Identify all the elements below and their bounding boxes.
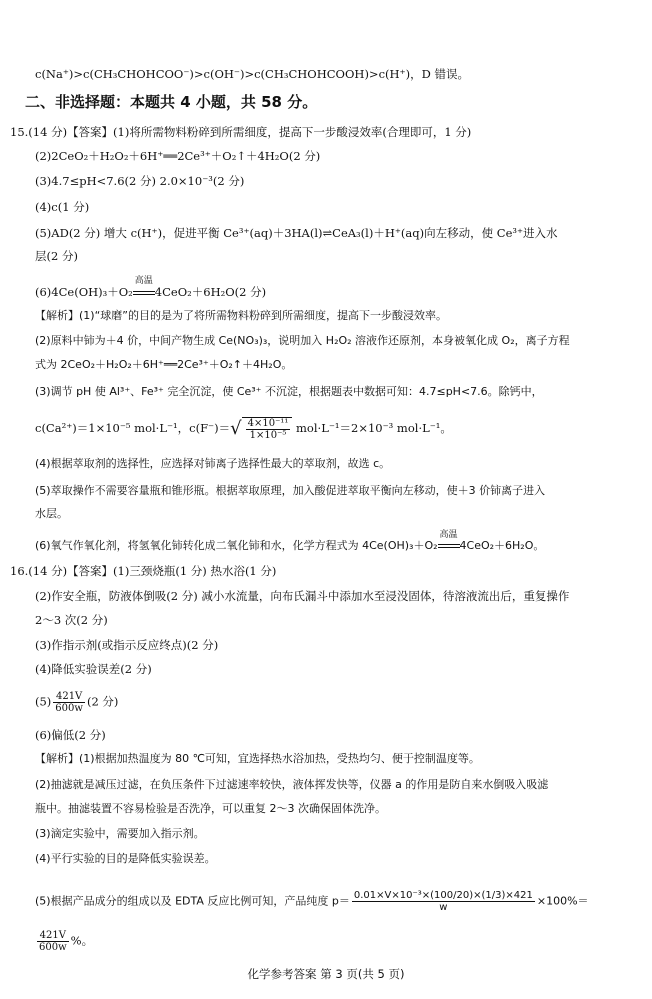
calc-prefix: c(Ca²⁺)＝1×10⁻⁵ mol·L⁻¹，c(F⁻)＝ (35, 421, 231, 435)
q15-answer-3: (3)4.7≤pH<7.6(2 分) 2.0×10⁻³(2 分) (35, 174, 245, 188)
q16-answer-2b: 2～3 次(2 分) (35, 613, 108, 627)
page-footer: 化学参考答案 第 3 页(共 5 页) (247, 967, 405, 981)
q16-analysis-5: (5)根据产品成分的组成以及 EDTA 反应比例可知，产品纯度 p＝ $\frac{\text{0.01×V×10⁻³×(100/20)×(1/3)×421}}{w}$ ×100%＝ (35, 890, 589, 913)
q15-analysis-5a: (5)萃取操作不需要容量瓶和锥形瓶。根据萃取原理，加入酸促进萃取平衡向左移动，使＋3 价铈离子进入 (35, 484, 546, 497)
q16-answer-3: (3)作指示剂(或指示反应终点)(2 分) (35, 638, 219, 652)
q15-answer-5b: 层(2 分) (35, 249, 78, 263)
q16-answer-5: (5) $\frac{421V}{600w}$ (2 分) (35, 691, 119, 714)
q16-answer-6: (6)偏低(2 分) (35, 728, 106, 742)
q16-analysis-3: (3)滴定实验中，需要加入指示剂。 (35, 827, 205, 840)
eq-left: (6)4Ce(OH)₃＋O₂ (35, 285, 133, 299)
q15-answer-6 (35, 276, 267, 300)
q15-analysis-5b: 水层。 (35, 507, 68, 520)
carryover-line: c(Na⁺)>c(CH₃CHOHCOO⁻)>c(OH⁻)>c(CH₃CHOHCOOH)>c(H⁺)，D 错误。 (35, 67, 469, 81)
fraction: $\frac{421V}{600w}$ (55, 691, 83, 714)
purity-fraction: $\frac{\text{0.01×V×10⁻³×(100/20)×(1/3)×421}}{w}$ (353, 890, 533, 913)
q15-analysis-6: (6)氧气作氧化剂，将氢氧化铈转化成二氧化铈和水，化学方程式为 4Ce(OH)₃＋O₂ 高温 4CeO₂＋6H₂O。 (35, 530, 545, 552)
eq-right: 4CeO₂＋6H₂O(2 分) (154, 285, 267, 299)
q15-answer-2: (2)2CeO₂＋H₂O₂＋6H⁺══2Ce³⁺＋O₂↑＋4H₂O(2 分) (35, 149, 321, 163)
q16-analysis-2b: 瓶中。抽滤装置不容易检验是否洗净，可以重复 2～3 次确保固体洗净。 (35, 802, 386, 815)
q15-analysis-1: 【解析】(1)“球磨”的目的是为了将所需物料粉碎到所需细度，提高下一步酸浸效率。 (35, 309, 447, 322)
q16-analysis-5-result: $\frac{421V}{600w}$ %。 (39, 930, 94, 953)
sqrt-fraction: $\frac{\text{4×10⁻¹¹}}{\text{1×10⁻⁵}}$ (247, 418, 289, 441)
q15-analysis-4: (4)根据萃取剂的选择性，应选择对铈离子选择性最大的萃取剂，故选 c。 (35, 457, 391, 470)
q16-analysis-4: (4)平行实验的目的是降低实验误差。 (35, 852, 216, 865)
q16-analysis-2a: (2)抽滤就是减压过滤，在负压条件下过滤速率较快，液体挥发快等，仪器 a 的作用是防自来水倒吸入吸滤 (35, 778, 549, 791)
condition-label: 高温 (134, 276, 153, 286)
q15-analysis-3a: (3)调节 pH 使 Al³⁺、Fe³⁺ 完全沉淀，使 Ce³⁺ 不沉淀，根据题表中数据可知：4.7≤pH<7.6。除钙中， (35, 385, 543, 398)
q15-analysis-2a: (2)原料中铈为＋4 价，中间产物生成 Ce(NO₃)₃，说明加入 H₂O₂ 溶液作还原剂，本身被氧化成 O₂，离子方程 (35, 334, 570, 347)
q16-answer-2a: (2)作安全瓶，防液体倒吸(2 分) 减小水流量，向布氏漏斗中添加水至浸没固体，待溶液流出后，重复操作 (35, 589, 570, 603)
q16-analysis-1: 【解析】(1)根据加热温度为 80 ℃可知，宜选择热水浴加热，受热均匀、便于控制温度等。 (35, 752, 480, 765)
reaction-arrow: 高温 (438, 538, 460, 554)
reaction-arrow (133, 276, 155, 300)
fraction: $\frac{421V}{600w}$ (39, 930, 67, 953)
q15-answer-5a: (5)AD(2 分) 增大 c(H⁺)，促进平衡 Ce³⁺(aq)＋3HA(l)⇌CeA₃(l)＋H⁺(aq)向左移动，使 Ce³⁺进入水 (35, 226, 558, 240)
q15-answer-4: (4)c(1 分) (35, 200, 90, 214)
q15-analysis-3b: c(Ca²⁺)＝1×10⁻⁵ mol·L⁻¹，c(F⁻)＝√ $\frac{\text{4×10⁻¹¹}}{\text{1×10⁻⁵}}$ mol·L⁻¹＝2×10⁻³ mol·L⁻¹。 (35, 418, 452, 441)
q16-answer-1: 16.(14 分)【答案】(1)三颈烧瓶(1 分) 热水浴(1 分) (10, 564, 277, 578)
q15-analysis-2b: 式为 2CeO₂＋H₂O₂＋6H⁺══2Ce³⁺＋O₂↑＋4H₂O。 (35, 358, 293, 371)
calc-suffix: mol·L⁻¹＝2×10⁻³ mol·L⁻¹。 (296, 421, 452, 435)
q16-answer-4: (4)降低实验误差(2 分) (35, 662, 152, 676)
section-heading: 二、非选择题：本题共 4 小题，共 58 分。 (25, 93, 318, 111)
q15-answer-1: 15.(14 分)【答案】(1)将所需物料粉碎到所需细度，提高下一步酸浸效率(合理即可，1 分) (10, 125, 472, 139)
